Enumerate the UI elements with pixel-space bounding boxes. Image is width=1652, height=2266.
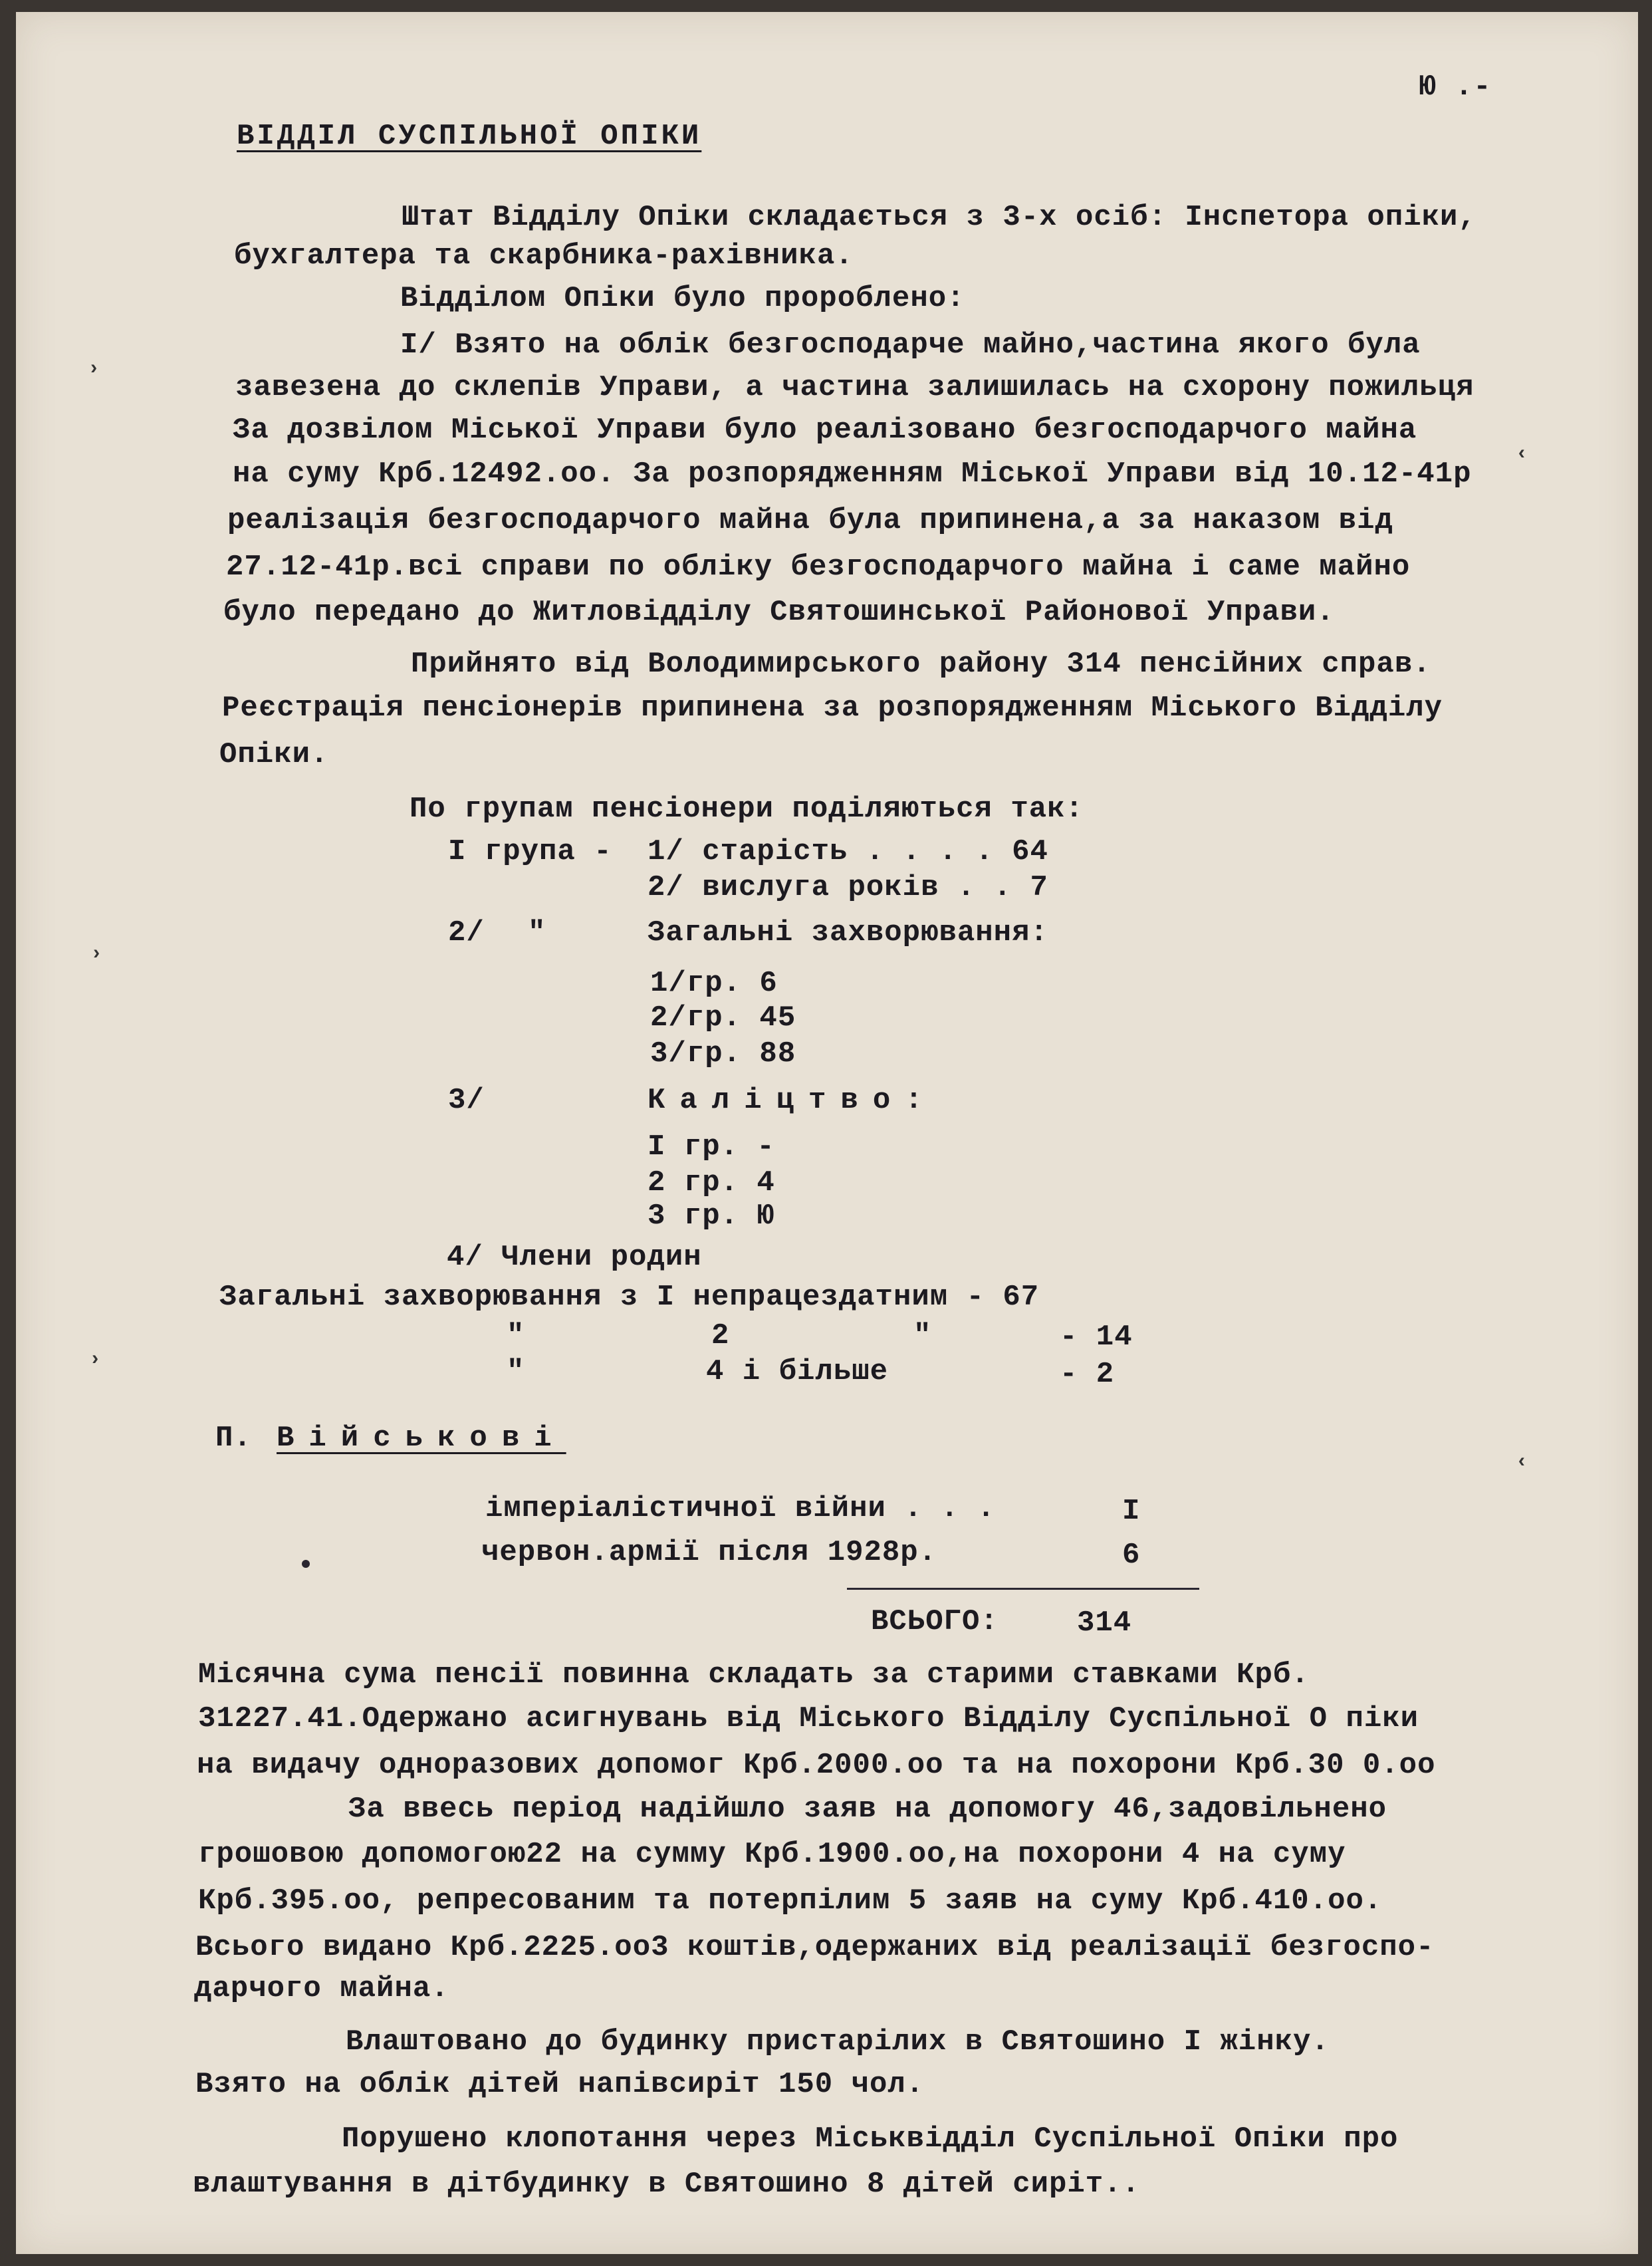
text-line: на суму Крб.12492.оо. За розпорядженням Міської Управи від 10.12-41р [233,457,1472,491]
text-line: За дозвілом Міської Управи було реалізовано безгосподарчого майна [233,414,1417,447]
ditto-mark: " [507,1355,525,1388]
text-line: Порушено клопотання через Міськвiддiл Суспільної Опіки про [342,2122,1399,2156]
text-line: реалізація безгосподарчого майна була припинена,а за наказом від [227,504,1393,537]
group-label: I група - [448,835,612,868]
text-line: влаштування в дітбудинку в Святошино 8 дітей сиріт.. [193,2168,1141,2201]
text-line: 27.12-41р.всі справи по обліку безгосподарчого майна і саме майно [226,551,1411,584]
military-row: червон.армії після 1928р. [481,1536,937,1569]
section-title: Військові [277,1422,566,1455]
text-line: Відділом Опіки було пророблено: [400,282,965,315]
text-line: Всього видано Крб.2225.оо3 коштів,одержаних від реалізації безгоспо- [195,1931,1435,1964]
text-line: Реєстрація пенсіонерів припинена за розпорядженням Міського Відділу [222,692,1443,725]
group-row: 2/гр. 45 [650,1001,796,1035]
text-line: Місячна сума пенсії повинна складать за старими ставками Крб. [198,1658,1310,1692]
group-row: 3 гр. Ю [648,1199,775,1233]
text-line: завезена до склепів Управи, а частина залишилась на схорону пожильця [235,371,1475,404]
ditto-mark: " [507,1319,525,1352]
text-line: бухгалтера та скарбника-рахівника. [234,239,854,273]
text-line: дарчого майна. [194,1972,449,2005]
text-line: було передано до Житловідділу Святошинської Районової Управи. [223,596,1335,629]
group-title: Калiцтво: [648,1084,937,1117]
group-title: 4/ Члени родин [447,1241,702,1274]
margin-mark: ‹ [1516,443,1528,465]
text-line: Прийнято від Володимирського району 314 пенсійних справ. [411,648,1431,681]
page-number: Ю .- [1419,70,1492,104]
military-value: I [1122,1495,1141,1528]
text-line: Влаштовано до будинку пристарілих в Святошино I жінку. [346,2025,1330,2059]
group-label: 3/ [448,1084,485,1117]
total-value: 314 [1077,1606,1132,1640]
text-line: 31227.41.Одержано асигнувань від Міського Відділу Суспільної О піки [198,1702,1419,1735]
total-rule [847,1588,1199,1590]
group-row: I гр. - [648,1130,775,1164]
text-line: Крб.395.оо, репресованим та потерпілим 5 заяв на суму Крб.410.оо. [198,1884,1383,1918]
military-row: імперіалістичної війни . . . [485,1492,996,1525]
group-row: 1/ старість . . . . 64 [648,835,1048,868]
ink-dot [302,1560,310,1568]
margin-mark: › [90,943,103,965]
margin-mark: ‹ [1516,1451,1528,1473]
margin-mark: › [89,1348,102,1371]
text-line: Взято на облік дітей напівсиріт 150 чол. [195,2068,925,2101]
group-row: 3/гр. 88 [650,1037,796,1070]
military-value: 6 [1122,1539,1141,1572]
group-row: 2 гр. 4 [648,1166,775,1199]
family-count: 4 і більше [706,1355,889,1388]
group-row: 1/гр. 6 [650,967,778,1000]
family-row: Загальні захворювання з I непрацездатним - 67 [219,1281,1040,1314]
text-line: За ввесь період надійшло заяв на допомогу 46,задовільнено [348,1793,1387,1826]
page-title: ВІДДІЛ СУСПІЛЬНОЇ ОПІКИ [237,120,702,153]
group-row: 2/ вислуга років . . 7 [648,871,1048,904]
document-page [16,12,1638,2254]
ditto-mark: " [528,916,546,949]
text-line: на видачу одноразових допомог Крб.2000.оо та на похорони Крб.30 0.оо [197,1749,1436,1782]
text-line: грошовою допомогою22 на сумму Крб.1900.оо,на похорони 4 на суму [198,1838,1346,1871]
total-label: ВСЬОГО: [871,1605,999,1638]
margin-mark: › [88,358,100,380]
ditto-mark: " [913,1319,932,1352]
group-label: 2/ [448,916,485,949]
text-line: Опіки. [219,738,329,771]
family-count: 2 [711,1319,730,1352]
section-number: П. [215,1422,252,1455]
family-value: - 2 [1060,1358,1115,1391]
text-line: Штат Відділу Опіки складається з 3-х осіб: Інспетора опіки, [402,201,1476,234]
text-line: I/ Взято на облік безгосподарче майно,частина якого була [400,328,1421,362]
family-value: - 14 [1060,1321,1133,1354]
text-line: По групам пенсіонери поділяються так: [410,793,1084,826]
group-title: Загальні захворювання: [648,916,1048,949]
